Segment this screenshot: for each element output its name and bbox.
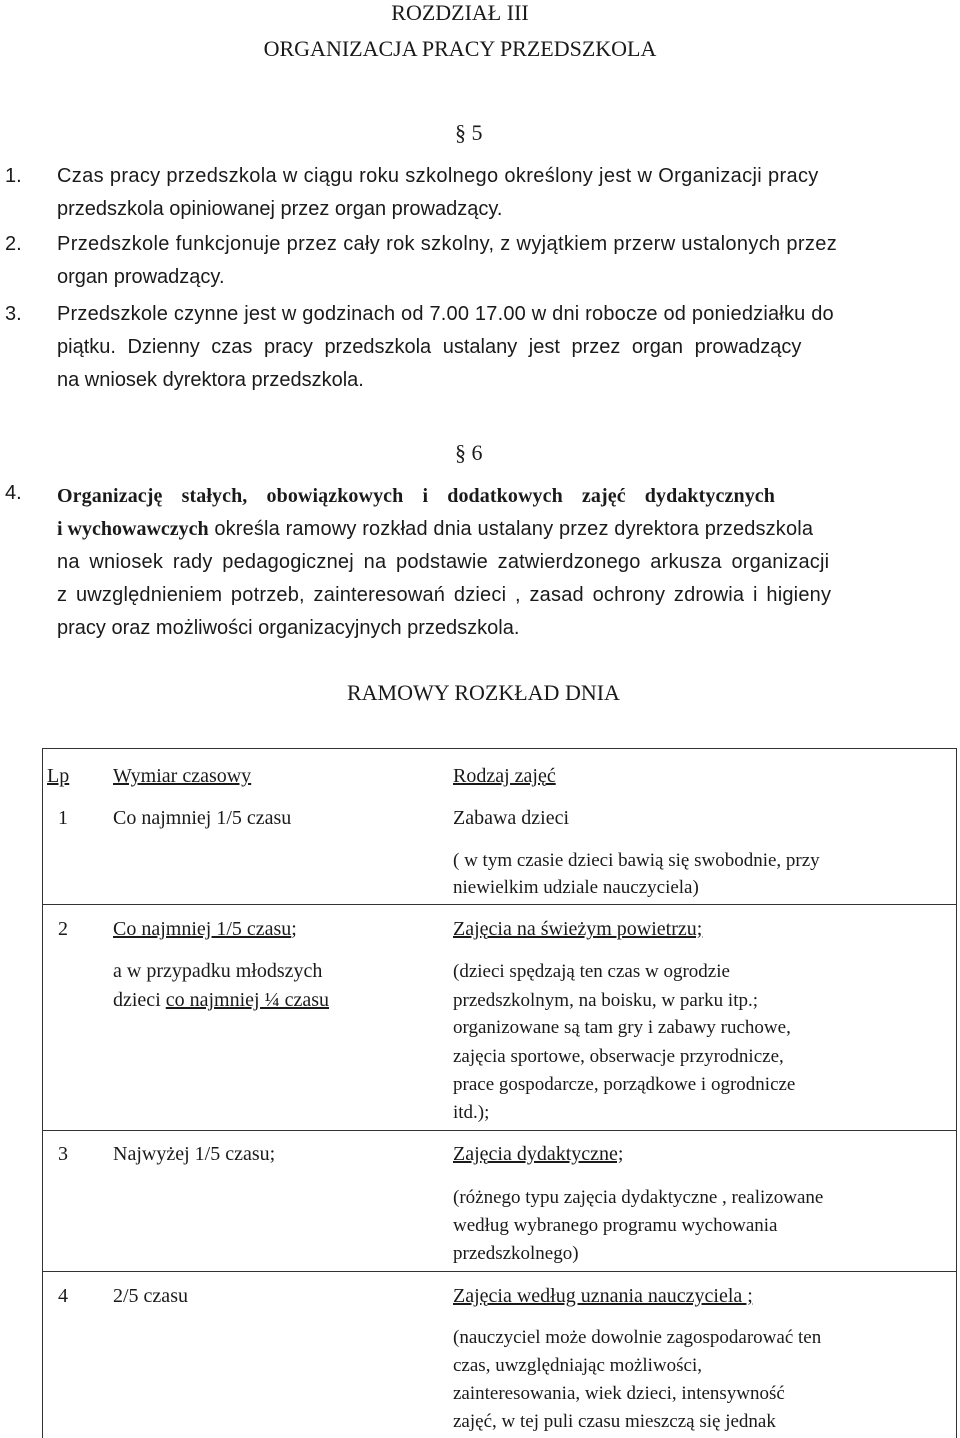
- row-type-desc: (dzieci spędzają ten czas w ogrodzie: [453, 961, 730, 982]
- column-header-lp: Lp: [47, 765, 70, 787]
- row-type-desc: zajęć, w tej puli czasu mieszczą się jednak: [453, 1411, 776, 1432]
- chapter-subtitle: ORGANIZACJA PRACY PRZEDSZKOLA: [263, 36, 657, 61]
- time-main: Co najmniej 1/5 czasu: [113, 918, 292, 940]
- row-type-desc: prace gospodarcze, porządkowe i ogrodnicze: [453, 1074, 796, 1095]
- row-type-desc: według wybranego programu wychowania: [453, 1215, 778, 1236]
- section-5-item-1: [5, 160, 939, 226]
- chapter-title: ROZDZIAŁ III: [391, 0, 529, 25]
- row-type-desc: itd.);: [453, 1102, 490, 1123]
- row-time: Najwyżej 1/5 czasu;: [113, 1143, 276, 1165]
- row-time: [113, 915, 297, 944]
- column-header-type: Rodzaj zajęć: [453, 765, 556, 787]
- row-lp: 2: [58, 918, 68, 940]
- time-extra-prefix: dzieci: [113, 989, 166, 1011]
- paragraph-line: na wniosek rady pedagogicznej na podstawie zatwierdzonego arkusza organizacji: [57, 551, 830, 573]
- paragraph-line: Organizację stałych, obowiązkowych i dodatkowych zajęć dydaktycznych: [57, 485, 775, 507]
- item-line: organ prowadzący.: [57, 266, 225, 288]
- paragraph-line: z uwzględnieniem potrzeb, zainteresowań dzieci , zasad ochrony zdrowia i higieny: [57, 584, 832, 606]
- row-type-desc: zajęcia sportowe, obserwacje przyrodnicze,: [453, 1046, 784, 1067]
- section-6-line-2: [57, 513, 813, 546]
- row-type-desc: przedszkolnego): [453, 1243, 579, 1264]
- row-time-extra: [113, 986, 329, 1015]
- section-5-mark: § 5: [455, 120, 483, 145]
- section-6-mark: § 6: [455, 440, 483, 465]
- row-lp: 4: [58, 1285, 68, 1307]
- row-time: 2/5 czasu: [113, 1285, 188, 1307]
- section-6-paragraph: [57, 480, 939, 513]
- row-type-desc: niewielkim udziale nauczyciela): [453, 877, 699, 898]
- section-5-item-2: [5, 228, 939, 294]
- bold-phrase: i wychowawczych: [57, 518, 209, 540]
- row-lp: 1: [58, 807, 68, 829]
- item-number: 3.: [5, 303, 22, 325]
- row-type-desc: (nauczyciel może dowolnie zagospodarować ten: [453, 1327, 822, 1348]
- schedule-title: RAMOWY ROZKŁAD DNIA: [347, 680, 620, 705]
- row-type-desc: zainteresowania, wiek dzieci, intensywność: [453, 1383, 785, 1404]
- row-type-desc: organizowane są tam gry i zabawy ruchowe,: [453, 1017, 791, 1038]
- row-time: Co najmniej 1/5 czasu: [113, 807, 292, 829]
- time-suffix: ;: [291, 918, 297, 940]
- row-divider: [42, 1271, 957, 1272]
- item-line: piątku. Dzienny czas pracy przedszkola ustalany jest przez organ prowadzący: [57, 336, 802, 358]
- row-type-title: Zajęcia według uznania nauczyciela ;: [453, 1285, 753, 1307]
- row-type-title: Zajęcia dydaktyczne;: [453, 1143, 624, 1165]
- item-line: Czas pracy przedszkola w ciągu roku szkolnego określony jest w Organizacji pracy: [57, 165, 819, 187]
- row-type-desc: czas, uwzględniając możliwości,: [453, 1355, 703, 1376]
- time-extra-underlined: co najmniej ¼ czasu: [165, 989, 330, 1011]
- row-type-desc: ( w tym czasie dzieci bawią się swobodnie, przy: [453, 850, 820, 871]
- row-type-title: Zabawa dzieci: [453, 807, 570, 829]
- section-5-item-3: [5, 298, 939, 397]
- section-6-item-number: 4.: [5, 482, 22, 504]
- row-lp: 3: [58, 1143, 68, 1165]
- column-header-time: Wymiar czasowy: [113, 765, 252, 787]
- item-number: 1.: [5, 165, 22, 187]
- item-number: 2.: [5, 233, 22, 255]
- row-divider: [42, 904, 957, 905]
- row-divider: [42, 1130, 957, 1131]
- item-line: na wniosek dyrektora przedszkola.: [57, 369, 364, 391]
- paragraph-text: określa ramowy rozkład dnia ustalany przez dyrektora przedszkola: [208, 518, 814, 540]
- row-type-desc: przedszkolnym, na boisku, w parku itp.;: [453, 990, 759, 1011]
- item-line: Przedszkole funkcjonuje przez cały rok szkolny, z wyjątkiem przerw ustalonych przez: [57, 233, 838, 255]
- item-line: Przedszkole czynne jest w godzinach od 7.00 17.00 w dni robocze od poniedziałku do: [57, 303, 834, 325]
- item-line: przedszkola opiniowanej przez organ prowadzący.: [57, 198, 503, 220]
- paragraph-line: pracy oraz możliwości organizacyjnych przedszkola.: [57, 617, 520, 639]
- row-type-desc: (różnego typu zajęcia dydaktyczne , realizowane: [453, 1187, 824, 1208]
- row-type-title: Zajęcia na świeżym powietrzu;: [453, 918, 703, 940]
- row-time-extra: a w przypadku młodszych: [113, 960, 323, 982]
